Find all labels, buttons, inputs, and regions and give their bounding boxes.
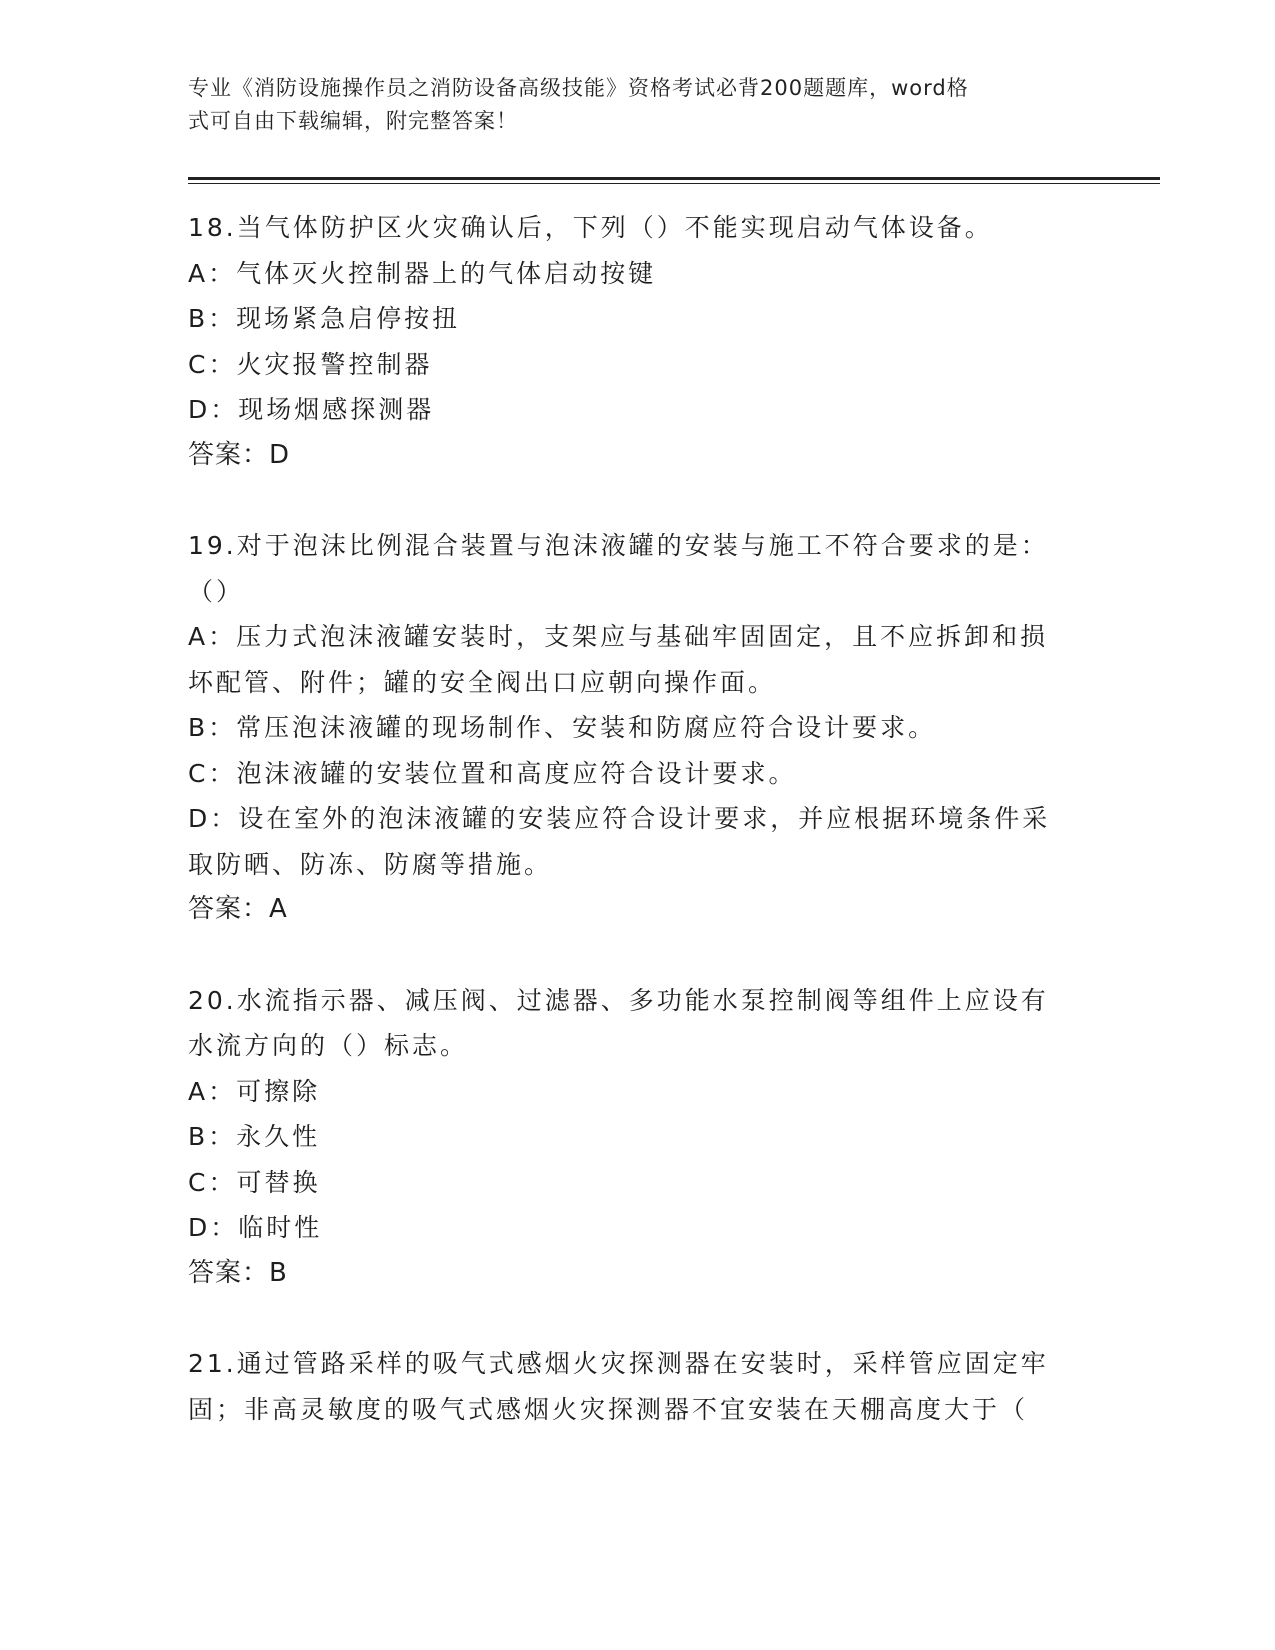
option-d: D：设在室外的泡沫液罐的安装应符合设计要求，并应根据环境条件采 [188,804,1051,833]
answer: 答案：B [188,1257,288,1288]
question-stem-continued: （） [188,576,245,606]
option-a: A：可擦除 [188,1076,321,1106]
question-stem-continued: 水流方向的（）标志。 [188,1031,469,1060]
question-stem: 19.对于泡沫比例混合装置与泡沫液罐的安装与施工不符合要求的是： [188,531,1049,560]
option-d-continued: 取防晒、防冻、防腐等措施。 [188,849,553,879]
answer: 答案：D [188,439,291,470]
option-b: B：常压泡沫液罐的现场制作、安装和防腐应符合设计要求。 [188,713,937,742]
question-stem: 20.水流指示器、减压阀、过滤器、多功能水泵控制阀等组件上应设有 [188,985,1049,1015]
question-18 [188,205,1078,478]
question-list [188,205,1078,1477]
option-d: D：临时性 [188,1213,323,1242]
question-stem: 21.通过管路采样的吸气式感烟火灾探测器在安装时，采样管应固定牢 [188,1349,1049,1378]
answer: 答案：A [188,894,288,924]
option-c: C：火灾报警控制器 [188,349,433,379]
header-line-1: 专业《消防设施操作员之消防设备高级技能》资格考试必背200题题库，word格 [188,76,969,100]
document-header [188,72,1068,138]
option-b: B：现场紧急启停按扭 [188,304,461,333]
question-stem: 18.当气体防护区火灾确认后，下列（）不能实现启动气体设备。 [188,213,993,242]
option-a: A：气体灭火控制器上的气体启动按键 [188,258,657,288]
question-20 [188,978,1078,1297]
option-a: A：压力式泡沫液罐安装时，支架应与基础牢固固定，且不应拆卸和损 [188,622,1049,651]
option-a-continued: 坏配管、附件；罐的安全阀出口应朝向操作面。 [188,667,777,697]
header-divider-thin [188,183,1160,184]
option-c: C：可替换 [188,1167,321,1197]
header-line-2: 式可自由下载编辑，附完整答案！ [188,109,518,133]
option-c: C：泡沫液罐的安装位置和高度应符合设计要求。 [188,758,797,788]
question-21 [188,1341,1078,1432]
option-b: B：永久性 [188,1122,321,1151]
header-divider-thick [188,177,1160,180]
question-19 [188,523,1078,933]
question-stem-continued: 固；非高灵敏度的吸气式感烟火灾探测器不宜安装在天棚高度大于（ [188,1394,1029,1424]
option-d: D：现场烟感探测器 [188,395,435,424]
